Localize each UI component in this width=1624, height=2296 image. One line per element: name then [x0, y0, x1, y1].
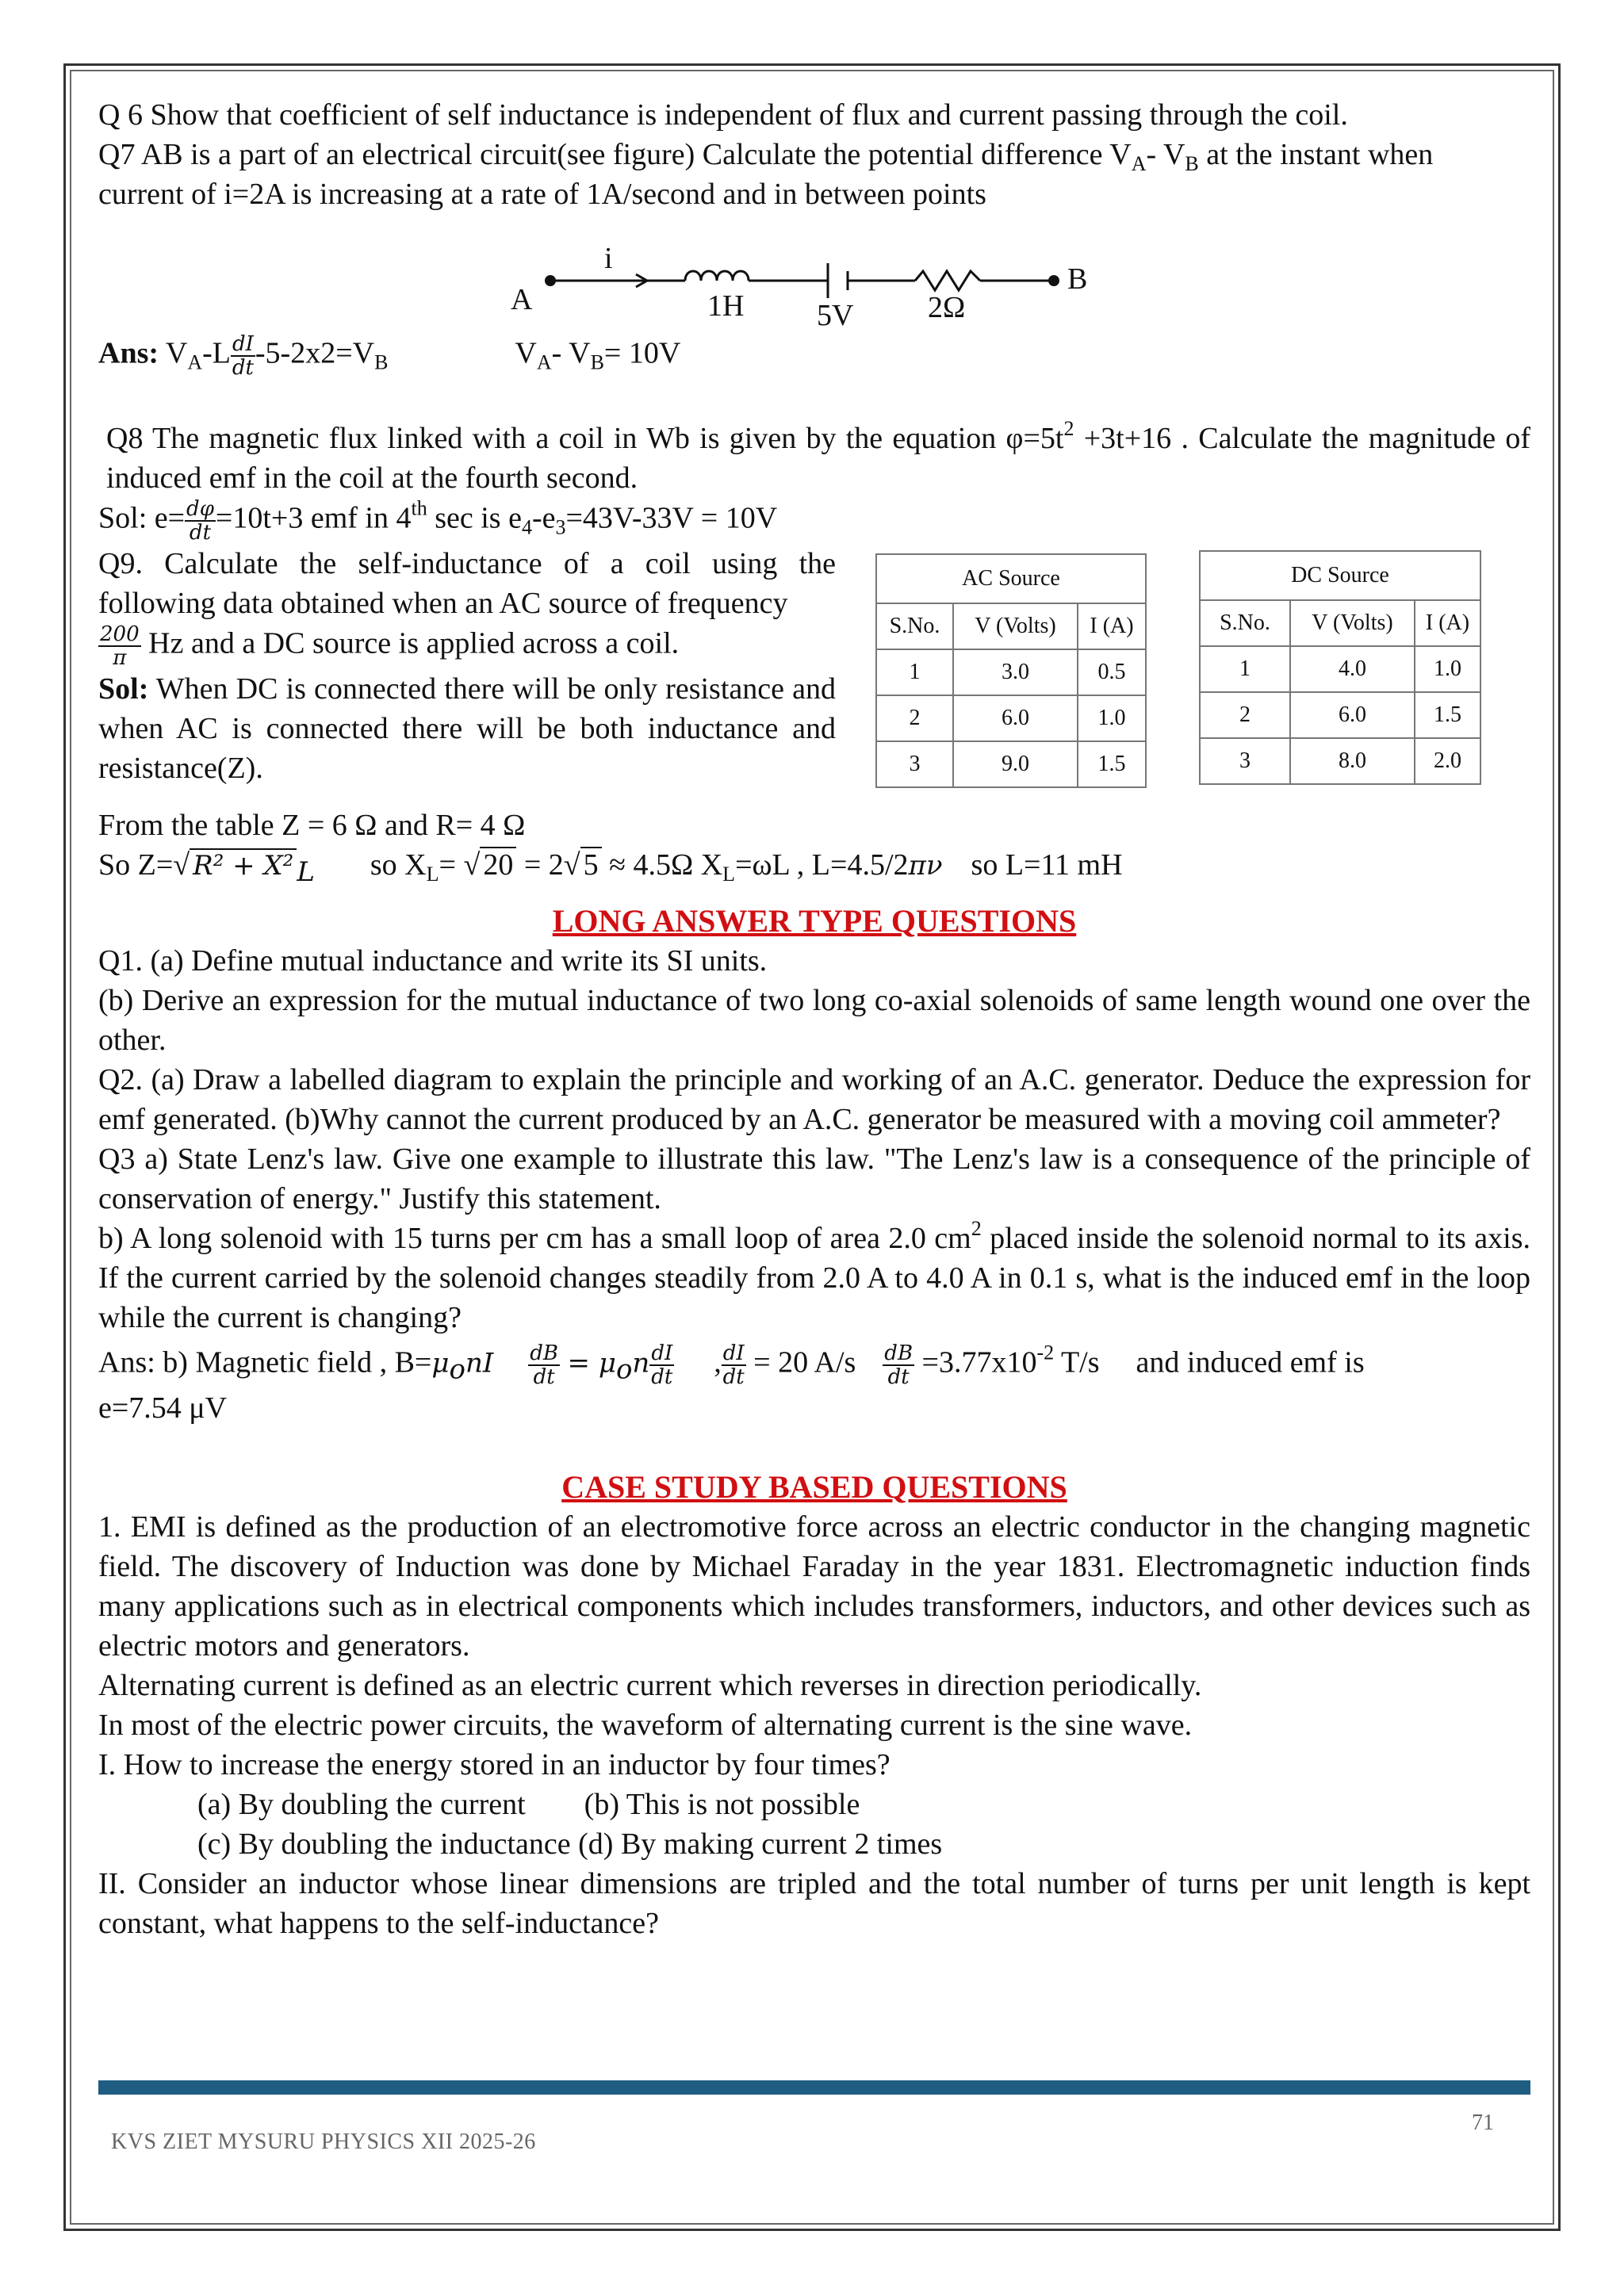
- table-cell: 1.5: [1078, 741, 1146, 787]
- table-cell: 2: [1200, 692, 1290, 738]
- page-number: 71: [1472, 2110, 1494, 2135]
- long-q3b: b) A long solenoid with 15 turns per cm has a small loop of area 2.0 $cm^2$ placed inside the solenoid normal to its axis. If the current carried by the solenoid changes steadily from 2.0 A to 4.0 A in 0.1 s, what is the induced emf in the loop while the current is changing?: [98, 1217, 1530, 1334]
- q9-table-values: From the table Z = 6 Ω and R= 4 Ω: [98, 809, 526, 842]
- table-row: [876, 695, 1146, 741]
- table-cell: 8.0: [1290, 738, 1415, 784]
- table-cell: 6.0: [1290, 692, 1415, 738]
- case-question-2: II. Consider an inductor whose linear dimensions are tripled and the total number of turns per unit length is kept constant, what happens to the self-inductance?: [98, 1867, 1530, 1940]
- ac-header-i: I (A): [1078, 603, 1146, 649]
- case-paragraph-1: 1. EMI is defined as the production of an electromotive force across an electric conductor in the changing magnetic field. The discovery of Induction was done by Michael Faraday in the year 1831. Electromagnetic induction finds many applications such as in electrical components which includes transformers, inductors, and other devices such as electric motors and generators.: [98, 1510, 1530, 1663]
- case-paragraph-3: In most of the electric power circuits, the waveform of alternating current is the sine wave.: [98, 1709, 1193, 1742]
- long-q1b: (b) Derive an expression for the mutual inductance of two long co-axial solenoids of same length wound one over the other.: [98, 984, 1530, 1057]
- table-cell: 0.5: [1078, 649, 1146, 695]
- dc-source-table: [1199, 550, 1481, 785]
- q8-solution: Sol: e= $\frac{d\varphi}{dt}$ =10t+3 emf in 4th sec is $e_4-e_3=43V-33V = 10V$: [98, 496, 778, 545]
- q9-section: [98, 544, 1530, 806]
- case-paragraph-2: Alternating current is defined as an electric current which reverses in direction periodically.: [98, 1669, 1202, 1702]
- case-question-1: I. How to increase the energy stored in an inductor by four times?: [98, 1748, 891, 1781]
- long-q1a: Q1. (a) Define mutual inductance and write its SI units.: [98, 944, 768, 978]
- ac-header-v: V (Volts): [953, 603, 1078, 649]
- dc-header-sno: S.No.: [1200, 600, 1290, 646]
- long-q3a: Q3 a) State Lenz's law. Give one example to illustrate this law. "The Lenz's law is a consequence of the principle of conservation of energy." Justify this statement.: [98, 1142, 1530, 1215]
- dc-table-caption: DC Source: [1200, 551, 1480, 600]
- long-q2: Q2. (a) Draw a labelled diagram to explain the principle and working of an A.C. generator. Deduce the expression for emf generated. (b)Why cannot the current produced by an A.C. generator be measured with a moving coil ammeter?: [98, 1063, 1530, 1136]
- dc-header-v: V (Volts): [1290, 600, 1415, 646]
- table-cell: 9.0: [953, 741, 1078, 787]
- terminal-a-dot: [545, 275, 556, 286]
- circuit-diagram: [98, 214, 1530, 333]
- dphi-dt-fraction: $\frac{d\varphi}{dt}$: [186, 497, 214, 545]
- case-q1-options-ab: (a) By doubling the current (b) This is not possible: [197, 1788, 860, 1821]
- table-cell: 1: [876, 649, 953, 695]
- table-cell: 1: [1200, 646, 1290, 692]
- table-row: [876, 741, 1146, 787]
- terminal-b-dot: [1048, 275, 1059, 286]
- page-content: [98, 95, 1530, 1943]
- table-cell: 2: [876, 695, 953, 741]
- dc-header-i: I (A): [1415, 600, 1480, 646]
- case-q1-options-cd: (c) By doubling the inductance (d) By making current 2 times: [197, 1827, 943, 1861]
- table-cell: 1.0: [1415, 646, 1480, 692]
- q9-text: Q9. Calculate the self-inductance of a coil using the following data obtained when an AC source of frequency $\frac{200}{\pi}$ Hz and a DC source is applied across a coil. Sol: When DC is connected there will be only resistance and when AC is connected there will be both inductance and resistance(Z).: [98, 547, 836, 785]
- db-dt-fraction-2: $\frac{dB}{dt}$: [884, 1341, 914, 1389]
- table-row: [876, 649, 1146, 695]
- table-cell: 4.0: [1290, 646, 1415, 692]
- long-answer-heading: LONG ANSWER TYPE QUESTIONS: [552, 903, 1077, 939]
- db-dt-fraction: $\frac{dB}{dt}$: [530, 1341, 559, 1389]
- di-dt-fraction-3: $\frac{dI}{dt}$: [722, 1341, 745, 1389]
- resistor-label: 2Ω: [928, 291, 966, 324]
- table-cell: 3.0: [953, 649, 1078, 695]
- table-cell: 2.0: [1415, 738, 1480, 784]
- table-cell: 3: [876, 741, 953, 787]
- table-cell: 1.0: [1078, 695, 1146, 741]
- q3-answer: Ans: b) Magnetic field , B=μonI $\frac{dB}{dt}$ = μon $\frac{dI}{dt}$ , $\frac{dI}{dt}$ = 20 A/s $\frac{dB}{dt}$ $=3.77x10^{-2}$ T/s and induced emf is: [98, 1341, 1365, 1389]
- di-dt-fraction: $\frac{dI}{dt}$: [232, 332, 254, 380]
- ac-table-caption: AC Source: [876, 554, 1146, 603]
- terminal-a-label: A: [511, 283, 533, 316]
- q9-final-calc: So Z=√ R² + X² L so $X_L=$ √ 20 = 2√ 5 ≈ 4.5Ω $X_L=\omega L$ , L=4.5/2πν so L=11 mH: [98, 848, 1123, 888]
- table-row: [1200, 692, 1480, 738]
- footer-rule: [98, 2080, 1530, 2095]
- q8-text: Q8 The magnetic flux linked with a coil in Wb is given by the equation $\varphi=5t^2 +3t+16$ . Calculate the magnitude of induced emf in the coil at the fourth second.: [106, 417, 1530, 495]
- table-cell: 1.5: [1415, 692, 1480, 738]
- terminal-b-label: B: [1067, 262, 1088, 296]
- battery-label: 5V: [817, 299, 854, 332]
- table-row: [1200, 646, 1480, 692]
- table-cell: 3: [1200, 738, 1290, 784]
- ac-header-sno: S.No.: [876, 603, 953, 649]
- di-dt-fraction-2: $\frac{dI}{dt}$: [651, 1341, 673, 1389]
- current-label: i: [604, 242, 613, 275]
- q6-text: Q 6 Show that coefficient of self inductance is independent of flux and current passing through the coil.: [98, 98, 1348, 132]
- ac-source-table: [875, 553, 1147, 788]
- q7-answer: Ans: $V_A-L$ $\frac{dI}{dt}$ $-5-2x2=V_B$ $V_A-$ $V_B= 10V$: [98, 332, 681, 380]
- circuit-wires: [98, 214, 1530, 333]
- q3-emf-result: e=7.54 μV: [98, 1391, 228, 1425]
- inductor-label: 1H: [707, 289, 745, 323]
- table-cell: 6.0: [953, 695, 1078, 741]
- table-row: [1200, 738, 1480, 784]
- 200-over-pi-fraction: $\frac{200}{\pi}$: [100, 622, 140, 670]
- q7-text: Q7 AB is a part of an electrical circuit(see figure) Calculate the potential difference $V_A-$ $V_B$ at the instant when current of i=2A is increasing at a rate of 1A/second and in between points: [98, 138, 1434, 211]
- case-study-heading: CASE STUDY BASED QUESTIONS: [561, 1469, 1067, 1505]
- footer-text: KVS ZIET MYSURU PHYSICS XII 2025-26: [111, 2130, 536, 2154]
